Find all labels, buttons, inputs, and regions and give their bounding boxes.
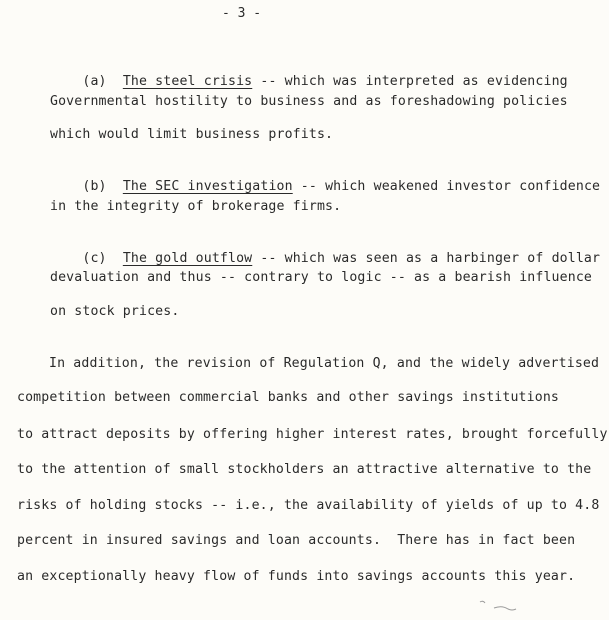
item-c-line-3: on stock prices. [50, 304, 180, 319]
item-a-label: (a) [82, 74, 107, 89]
paragraph-line-4: to the attention of small stockholders an attractive alternative to the [17, 462, 592, 477]
item-c-line-2: devaluation and thus -- contrary to logic -- as a bearish influence [50, 270, 592, 285]
paragraph-line-7: an exceptionally heavy flow of funds into savings accounts this year. [17, 569, 576, 584]
item-b-line-1: -- which weakened investor confidence [292, 179, 601, 194]
paragraph-line-6: percent in insured savings and loan accounts. There has in fact been [17, 533, 576, 548]
item-a-line-1: -- which was interpreted as evidencing [252, 74, 568, 89]
item-a-line-3: which would limit business profits. [50, 127, 334, 142]
paragraph-line-5: risks of holding stocks -- i.e., the availability of yields of up to 4.8 [17, 498, 600, 513]
item-b-heading: The SEC investigation [122, 179, 293, 194]
page-number: - 3 - [222, 6, 262, 21]
item-a-heading: The steel crisis [122, 74, 253, 89]
item-b-label: (b) [82, 179, 107, 194]
item-b-line-2: in the integrity of brokerage firms. [50, 199, 342, 214]
stray-mark [476, 596, 526, 616]
paragraph-line-1: In addition, the revision of Regulation Q, and the widely advertised [49, 356, 600, 371]
item-c-line-1: -- which was seen as a harbinger of dollar [252, 251, 601, 266]
paragraph-line-3: to attract deposits by offering higher interest rates, brought forcefully [17, 427, 608, 442]
item-c-label: (c) [82, 251, 107, 266]
paragraph-line-2: competition between commercial banks and other savings institutions [17, 390, 559, 405]
item-a-line-2: Governmental hostility to business and as foreshadowing policies [50, 94, 568, 109]
item-c-heading: The gold outflow [122, 251, 253, 266]
